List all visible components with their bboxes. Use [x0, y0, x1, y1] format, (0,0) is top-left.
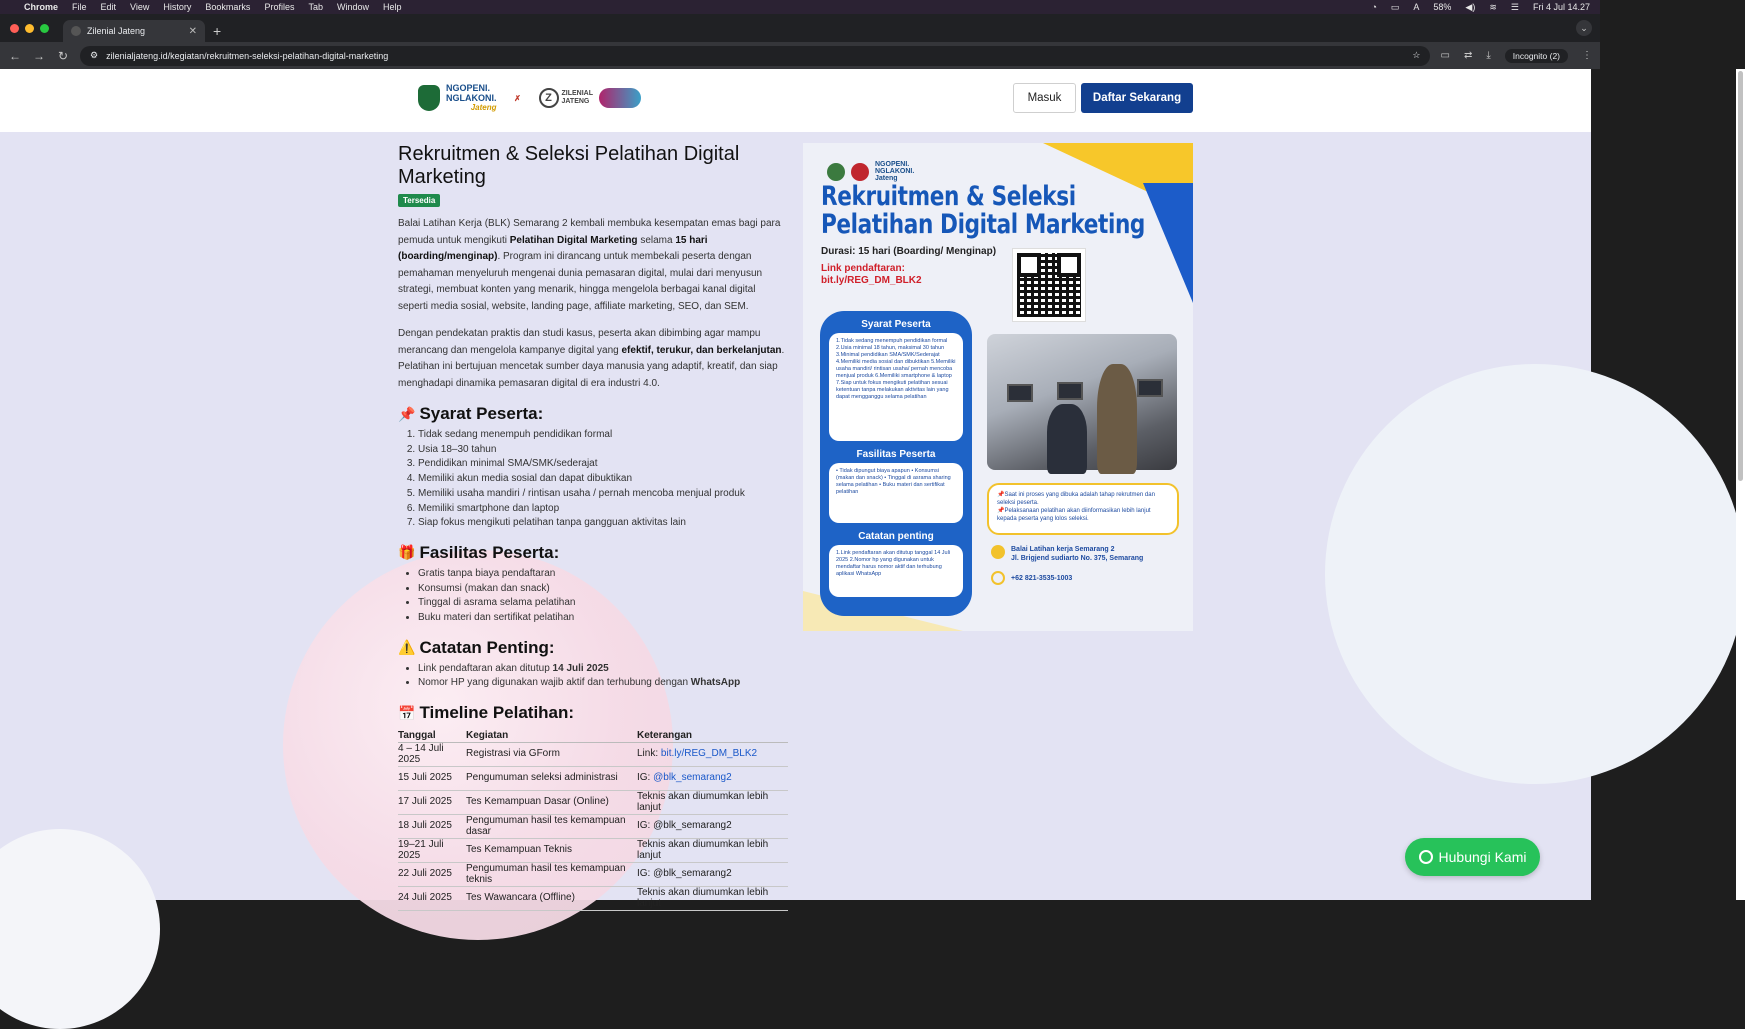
list-item: 5. Memiliki usaha mandiri / rintisan usaha / pernah mencoba menjual produk: [418, 487, 788, 502]
cell-date: 4 – 14 Juli 2025: [398, 743, 466, 767]
pushpin-icon: 📌: [398, 405, 416, 422]
volume-icon[interactable]: ◀): [1465, 1, 1476, 12]
article-content: [398, 143, 788, 911]
qr-code-icon: [1013, 249, 1085, 321]
cell-note: Teknis akan diumumkan lebih lanjut: [637, 839, 788, 863]
cell-date: 15 Juli 2025: [398, 767, 466, 791]
table-row: [398, 791, 788, 815]
cell-activity: Tes Kemampuan Teknis: [466, 839, 637, 863]
menu-window[interactable]: Window: [336, 2, 369, 12]
cell-note: IG: @blk_semarang2: [637, 863, 788, 887]
instagram-link[interactable]: @blk_semarang2: [653, 772, 732, 784]
blk-logo-icon: [851, 163, 869, 181]
list-item: • Konsumsi (makan dan snack): [418, 582, 788, 597]
gift-icon: 🎁: [398, 544, 416, 561]
timeline-table: [398, 729, 788, 911]
table-row: [398, 839, 788, 863]
cell-date: 18 Juli 2025: [398, 815, 466, 839]
jateng-emblem-logo: [418, 85, 440, 111]
list-item: 2. Usia 18–30 tahun: [418, 443, 788, 458]
tab-search-button[interactable]: ⌄: [1576, 20, 1592, 36]
cell-activity: Tes Wawancara (Offline): [466, 887, 637, 911]
menu-tab[interactable]: Tab: [308, 2, 323, 12]
macos-menubar: [0, 0, 1600, 14]
page-title: Rekruitmen & Seleksi Pelatihan Digital Marketing: [398, 143, 740, 188]
poster-syarat-heading: Syarat Peserta: [861, 319, 931, 330]
keyboard-icon[interactable]: ▭: [1390, 1, 1400, 12]
table-row: [398, 743, 788, 767]
cell-date: 22 Juli 2025: [398, 863, 466, 887]
list-item: • Gratis tanpa biaya pendaftaran: [418, 567, 788, 582]
browser-toolbar: [0, 42, 1600, 69]
cell-note: IG: @blk_semarang2: [637, 767, 788, 791]
cell-activity: Pengumuman hasil tes kemampuan dasar: [466, 815, 637, 839]
cast-icon[interactable]: ▭: [1440, 50, 1450, 61]
poster-fasilitas-heading: Fasilitas Peserta: [856, 449, 936, 460]
status-badge: Tersedia: [398, 194, 440, 207]
poster-info-panel: [820, 311, 972, 616]
background-circle: [0, 829, 160, 1029]
warning-icon: ⚠️: [398, 639, 416, 656]
menu-bookmarks[interactable]: Bookmarks: [205, 2, 251, 12]
cell-note: Teknis akan diumumkan lebih lanjut: [637, 791, 788, 815]
cell-date: 19–21 Juli 2025: [398, 839, 466, 863]
catatan-list: [398, 662, 788, 691]
battery-level[interactable]: 58%: [1433, 2, 1452, 12]
back-icon[interactable]: ←: [9, 48, 21, 63]
poster-catatan-box: 1.Link pendaftaran akan ditutup tanggal 14 Juli 2025 2.Nomor hp yang digunakan untuk mendaftar harus nomor aktif dan terhubung aplikasi WhatsApp: [829, 545, 963, 597]
list-item: 7. Siap fokus mengikuti pelatihan tanpa gangguan aktivitas lain: [418, 516, 788, 531]
section-heading-timeline: 📅 Timeline Pelatihan:: [398, 703, 575, 723]
poster-address: Balai Latihan kerja Semarang 2 Jl. Brigjend sudiarto No. 375, Semarang: [991, 545, 1143, 563]
menu-history[interactable]: History: [163, 2, 192, 12]
list-item: 6. Memiliki smartphone dan laptop: [418, 502, 788, 517]
table-header: Keterangan: [637, 729, 788, 743]
close-tab-icon[interactable]: ✕: [188, 25, 197, 37]
table-header: Tanggal: [398, 729, 466, 743]
page-scrollbar[interactable]: [1736, 69, 1745, 900]
forward-icon[interactable]: →: [33, 48, 45, 63]
incognito-badge[interactable]: Incognito (2): [1505, 49, 1568, 63]
url-text[interactable]: zilenialjateng.id/kegiatan/rekruitmen-seleksi-pelatihan-digital-marketing: [106, 50, 389, 61]
cell-activity: Tes Kemampuan Dasar (Online): [466, 791, 637, 815]
poster-phone: +62 821-3535-1003: [991, 571, 1072, 585]
approach-paragraph: Dengan pendekatan praktis dan studi kasus, peserta akan dibimbing agar mampu merancang dan mengelola kampanye digital yang efektif, terukur, dan berkelanjutan. Pelatihan ini bertujuan mencetak sumber daya manusia yang adaptif, kreatif, dan siap menghadapi dinamika pemasaran digital di era industri 4.0.: [398, 328, 785, 389]
window-controls: [10, 14, 49, 42]
register-button[interactable]: Daftar Sekarang: [1081, 83, 1193, 113]
poster-syarat-box: 1.Tidak sedang menempuh pendidikan formal 2.Usia minimal 18 tahun, maksimal 30 tahun 3.Minimal pendidikan SMA/SMK/Sederajat 4.Memiliki media sosial dan dibuktikan 5.Memiliki usaha mandiri/ rintisan usaha/ pernah mencoba menjual produk 6.Memiliki smartphone & laptop 7.Siap untuk fokus mengikuti pelatihan sesuai ketentuan tanpa melakukan aktivitas lain yang dapat mengganggu selama pelatihan: [829, 333, 963, 441]
wifi-icon[interactable]: ≋: [1489, 1, 1497, 12]
table-row: [398, 815, 788, 839]
favicon-icon: [71, 26, 81, 36]
site-info-icon[interactable]: ⚙: [90, 50, 99, 60]
download-icon[interactable]: ⤓: [1486, 50, 1491, 61]
poster-logo-text: NGOPENI. NGLAKONI. Jateng: [875, 161, 915, 182]
list-item: 1. Tidak sedang menempuh pendidikan formal: [418, 428, 788, 443]
translate-icon[interactable]: ⇄: [1463, 50, 1473, 61]
list-item: 4. Memiliki akun media sosial dan dapat dibuktikan: [418, 472, 788, 487]
status-icon[interactable]: ◔: [1371, 2, 1377, 12]
clock[interactable]: Fri 4 Jul 14.27: [1532, 2, 1590, 12]
partner-mark-logo: ✗: [514, 93, 521, 103]
input-source-icon[interactable]: A: [1413, 2, 1420, 12]
login-button[interactable]: Masuk: [1013, 83, 1076, 113]
menu-profiles[interactable]: Profiles: [264, 2, 295, 12]
intro-paragraph: Balai Latihan Kerja (BLK) Semarang 2 kembali membuka kesempatan emas bagi para pemuda untuk mengikuti Pelatihan Digital Marketing selama 15 hari (boarding/menginap). Program ini dirancang untuk membekali peserta dengan pemahaman menyeluruh mengenai dunia pemasaran digital, mulai dari menyusun strategi, membuat konten yang menarik, hingga mengelola berbagai kanal digital seperti media sosial, website, landing page, affiliate marketing, SEO, dan SEM.: [398, 218, 781, 312]
table-row: [398, 863, 788, 887]
background-circle: [1325, 364, 1745, 784]
cell-note: Teknis akan diumumkan lebih lanjut: [637, 887, 788, 911]
fasilitas-list: [398, 567, 788, 626]
control-center-icon[interactable]: ☰: [1510, 1, 1519, 12]
registration-link[interactable]: bit.ly/REG_DM_BLK2: [660, 748, 758, 760]
location-pin-icon: [991, 545, 1005, 559]
list-item: • Tinggal di asrama selama pelatihan: [418, 596, 788, 611]
close-window-button[interactable]: [10, 24, 19, 33]
poster-fasilitas-box: • Tidak dipungut biaya apapun • Konsumsi (makan dan snack) • Tinggal di asrama sharing selama pelatihan • Buku materi dan sertifikat pelatihan: [829, 463, 963, 523]
menu-view[interactable]: View: [130, 2, 150, 12]
cell-activity: Pengumuman hasil tes kemampuan teknis: [466, 863, 637, 887]
poster-title: Rekruitmen & Seleksi Pelatihan Digital Marketing: [821, 181, 1145, 240]
browser-tab[interactable]: [63, 20, 205, 42]
cell-note: Link: bit.ly/REG_DM_BLK2: [637, 743, 788, 767]
site-header: [0, 69, 1591, 132]
scrollbar-thumb[interactable]: [1738, 71, 1743, 481]
menu-edit[interactable]: Edit: [100, 2, 117, 12]
reload-icon[interactable]: ↻: [57, 48, 69, 63]
section-heading-fasilitas: 🎁 Fasilitas Peserta:: [398, 542, 560, 562]
menu-help[interactable]: Help: [382, 2, 402, 12]
training-photo: [987, 334, 1177, 470]
calendar-icon: 📅: [398, 704, 416, 721]
menu-app-name[interactable]: Chrome: [24, 2, 59, 12]
cell-date: 24 Juli 2025: [398, 887, 466, 911]
event-poster: [803, 143, 1193, 631]
section-heading-catatan: ⚠️ Catatan Penting:: [398, 637, 555, 657]
phone-icon: [991, 571, 1005, 585]
tab-strip: [0, 14, 1600, 42]
list-item: • Link pendaftaran akan ditutup 14 Juli 2025: [418, 662, 788, 677]
new-tab-button[interactable]: +: [213, 23, 222, 39]
whatsapp-icon: [1419, 850, 1433, 864]
list-item: • Buku materi dan sertifikat pelatihan: [418, 611, 788, 626]
cell-activity: Registrasi via GForm: [466, 743, 637, 767]
list-item: • Nomor HP yang digunakan wajib aktif dan terhubung dengan WhatsApp: [418, 676, 788, 691]
partner-logo: [599, 88, 641, 108]
zoom-window-button[interactable]: [40, 24, 49, 33]
table-header: Kegiatan: [466, 729, 637, 743]
menu-file[interactable]: File: [72, 2, 87, 12]
kebab-menu-icon[interactable]: ⋮: [1582, 50, 1592, 61]
poster-catatan-heading: Catatan penting: [858, 531, 934, 542]
poster-note-box: 📌Saat ini proses yang dibuka adalah tahap rekrutmen dan seleksi peserta. 📌Pelaksanaan pelatihan akan diinformasikan lebih lanjut kepada peserta yang lolos seleksi.: [987, 483, 1179, 535]
whatsapp-button-label: Hubungi Kami: [1438, 849, 1527, 865]
tab-title: Zilenial Jateng: [87, 26, 146, 36]
cell-date: 17 Juli 2025: [398, 791, 466, 815]
poster-logos: [827, 161, 914, 182]
address-bar[interactable]: [80, 46, 1430, 66]
zilenial-jateng-logo: Z ZILENIAL JATENG: [539, 88, 594, 108]
whatsapp-contact-button[interactable]: [1405, 838, 1540, 876]
jateng-emblem-icon: [827, 163, 845, 181]
bookmark-star-icon[interactable]: ☆: [1412, 50, 1421, 60]
syarat-list: [398, 428, 788, 531]
partner-logos[interactable]: [418, 83, 641, 113]
cell-activity: Pengumuman seleksi administrasi: [466, 767, 637, 791]
minimize-window-button[interactable]: [25, 24, 34, 33]
cell-note: IG: @blk_semarang2: [637, 815, 788, 839]
poster-duration: Durasi: 15 hari (Boarding/ Menginap): [821, 246, 997, 257]
web-page: [0, 69, 1591, 909]
table-row: [398, 767, 788, 791]
poster-link: Link pendaftaran: bit.ly/REG_DM_BLK2: [821, 263, 922, 286]
table-row: [398, 887, 788, 911]
ngopeni-nglakoni-logo: NGOPENI. NGLAKONI. Jateng: [446, 83, 497, 112]
list-item: 3. Pendidikan minimal SMA/SMK/sederajat: [418, 457, 788, 472]
section-heading-syarat: 📌 Syarat Peserta:: [398, 404, 544, 423]
